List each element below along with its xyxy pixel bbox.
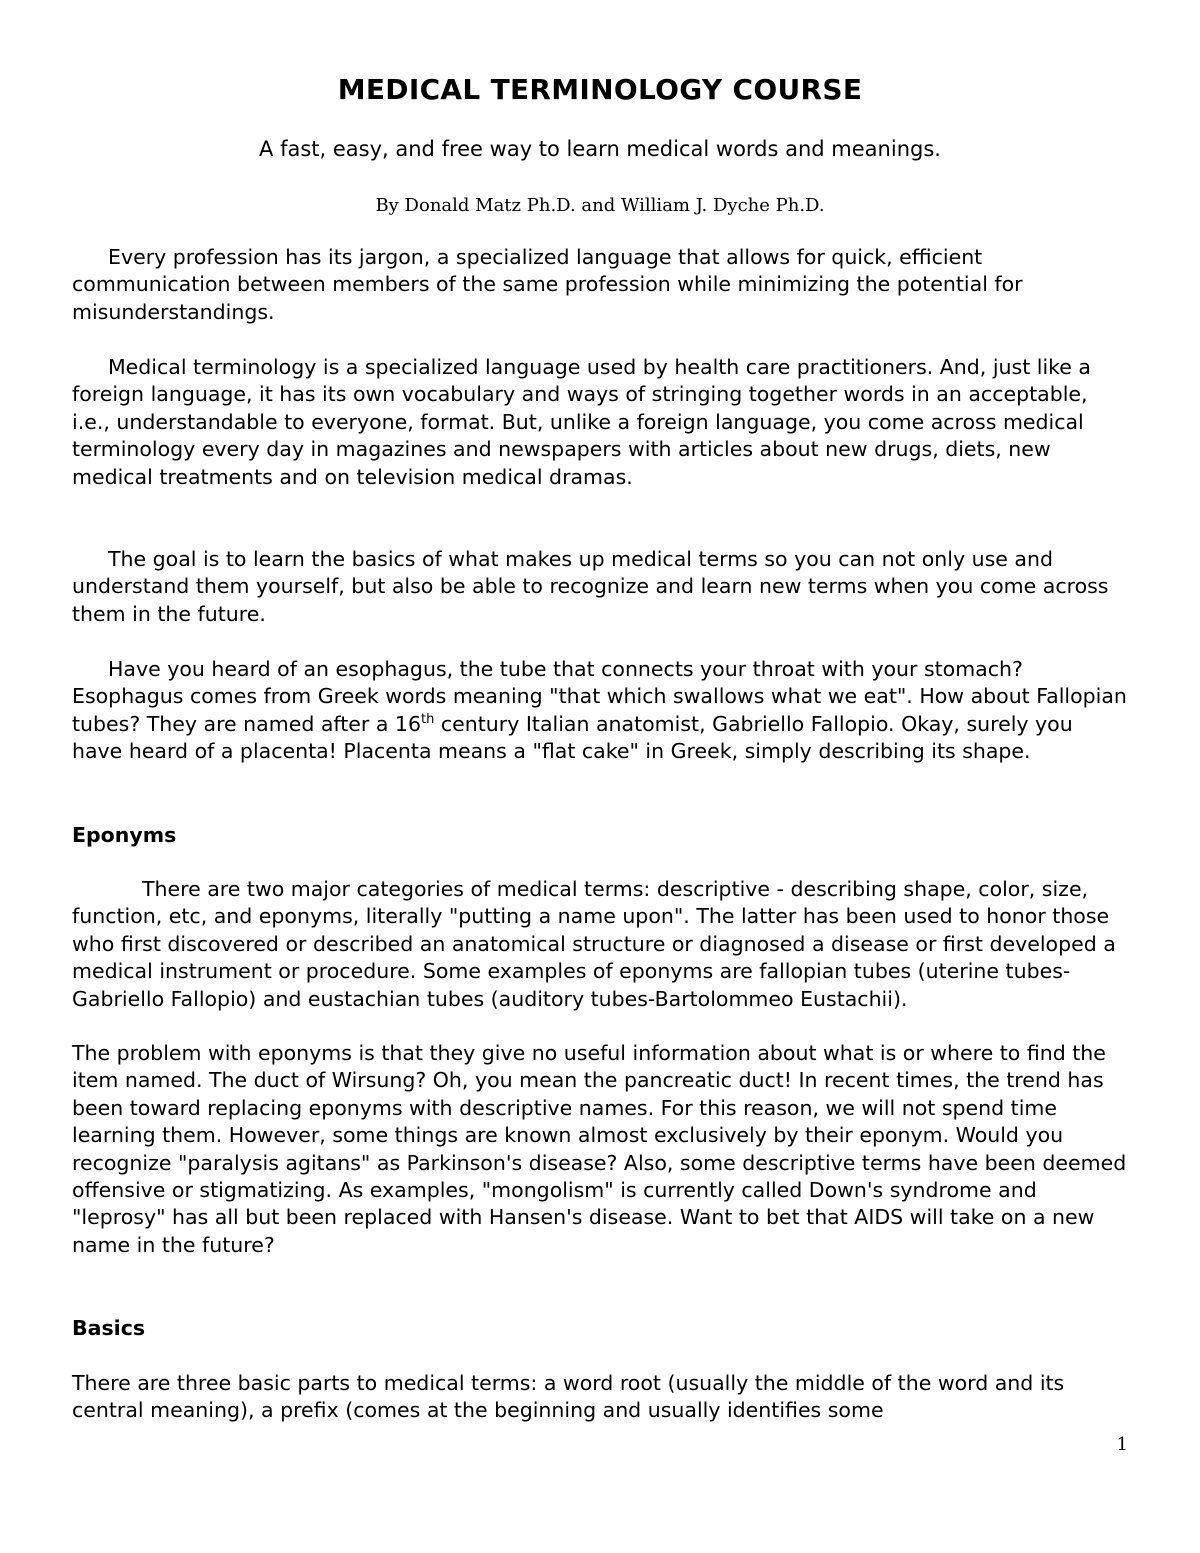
document-authors: By Donald Matz Ph.D. and William J. Dyche Ph.D. bbox=[375, 195, 825, 216]
intro-paragraph-3: The goal is to learn the basics of what makes up medical terms so you can not only use and understand them yourself, but also be able to recognize and learn new terms when you come across them in the future. bbox=[72, 547, 1109, 626]
section-heading-eponyms: Eponyms bbox=[72, 823, 177, 847]
ordinal-superscript: th bbox=[421, 711, 435, 727]
intro-paragraph-1: Every profession has its jargon, a specialized language that allows for quick, efficient communication between members of the same profession while minimizing the potential for misunderstandings. bbox=[72, 245, 1023, 324]
eponyms-paragraph-2: The problem with eponyms is that they give no useful information about what is or where to find the item named. The duct of Wirsung? Oh, you mean the pancreatic duct! In recent times, the trend has been toward replacing eponyms with descriptive names. For this reason, we will not spend time learning them. However, some things are known almost exclusively by their eponym. Would you recognize "paralysis agitans" as Parkinson's disease? Also, some descriptive terms have been deemed offensive or stigmatizing. As examples, "mongolism" is currently called Down's syndrome and "leprosy" has all but been replaced with Hansen's disease. Want to bet that AIDS will take on a new name in the future? bbox=[72, 1041, 1127, 1257]
intro-paragraph-4 bbox=[72, 656, 1128, 766]
paragraph-4-text-b: century Italian anatomist, Gabriello Fallopio. Okay, surely you have heard of a placenta! Placenta means a "flat cake" in Greek, simply describing its shape. bbox=[72, 711, 1073, 764]
document-subtitle: A fast, easy, and free way to learn medical words and meanings. bbox=[259, 137, 941, 161]
basics-paragraph-1: There are three basic parts to medical terms: a word root (usually the middle of the word and its central meaning), a prefix (comes at the beginning and usually identifies some bbox=[72, 1371, 1065, 1423]
intro-paragraph-2: Medical terminology is a specialized language used by health care practitioners. And, just like a foreign language, it has its own vocabulary and ways of stringing together words in an acceptable, i.e., understandable to everyone, format. But, unlike a foreign language, you come across medical terminology every day in magazines and newspapers with articles about new drugs, diets, new medical treatments and on television medical dramas. bbox=[72, 355, 1091, 489]
paragraph-4-text-a: Have you heard of an esophagus, the tube that connects your throat with your stomach? Esophagus comes from Greek words meaning "that which swallows what we eat". How about Fallopian tubes? They are named after a 16 bbox=[72, 657, 1127, 736]
eponyms-paragraph-1: There are two major categories of medical terms: descriptive - describing shape, color, size, function, etc, and eponyms, literally "putting a name upon". The latter has been used to honor those who first discovered or described an anatomical structure or diagnosed a disease or first developed a medical instrument or procedure. Some examples of eponyms are fallopian tubes (uterine tubes-Gabriello Fallopio) and eustachian tubes (auditory tubes-Bartolommeo Eustachii). bbox=[72, 877, 1116, 1011]
page-number: 1 bbox=[1116, 1434, 1128, 1455]
section-heading-basics: Basics bbox=[72, 1316, 146, 1340]
document-title: MEDICAL TERMINOLOGY COURSE bbox=[337, 73, 863, 106]
